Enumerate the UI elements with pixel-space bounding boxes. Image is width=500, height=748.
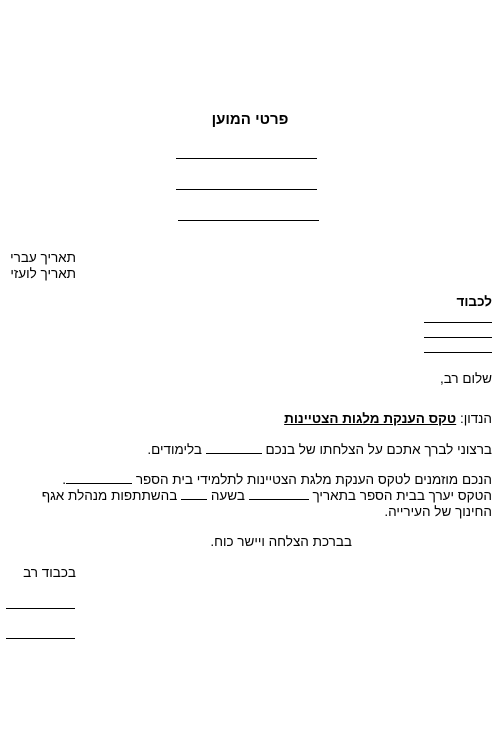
recipient-line-2 xyxy=(424,337,492,338)
body-paragraph-1 xyxy=(147,442,492,458)
body-p2-line2-start: הטקס יערך בבית הספר בתאריך xyxy=(312,488,492,503)
greeting: שלום רב, xyxy=(439,371,492,386)
time-blank xyxy=(181,488,207,500)
sender-line-3 xyxy=(178,220,319,221)
signature-line-1 xyxy=(6,608,75,609)
sender-line-1 xyxy=(176,158,317,159)
subject-text: טקס הענקת מלגות הצטיינות xyxy=(284,411,457,426)
subject-line xyxy=(284,411,492,427)
closing: בכבוד רב xyxy=(23,565,76,580)
body-p1-end: בלימודים. xyxy=(147,442,202,457)
body-p2-line1-end: . xyxy=(62,472,67,487)
recipient-label: לכבוד xyxy=(456,294,492,309)
recipient-line-1 xyxy=(424,322,492,323)
signature-line-2 xyxy=(6,638,75,639)
body-paragraph-2-line-3: החינוך של העירייה. xyxy=(384,504,492,519)
sender-line-2 xyxy=(176,189,317,190)
body-paragraph-3: בברכת הצלחה ויישר כוח. xyxy=(210,534,352,549)
body-p2-line1-start: הנכם מוזמנים לטקס הענקת מלגת הצטיינות לתלמידי בית הספר xyxy=(135,472,492,487)
gregorian-date-label: תאריך לועזי xyxy=(10,266,76,281)
son-name-blank xyxy=(206,442,262,454)
body-p2-line2-mid: בשעה xyxy=(210,488,245,503)
body-paragraph-2-line-1 xyxy=(62,472,492,488)
hebrew-date-label: תאריך עברי xyxy=(10,250,76,265)
subject-label: הנדון: xyxy=(459,411,492,426)
recipient-line-3 xyxy=(424,352,492,353)
date-blank xyxy=(249,488,309,500)
body-p1-start: ברצוני לברך אתכם על הצלחתו של בנכם xyxy=(265,442,492,457)
body-p2-line2-end: בהשתתפות מנהלת אגף xyxy=(41,488,178,503)
school-name-blank xyxy=(66,472,132,484)
body-paragraph-2-line-2 xyxy=(42,488,492,504)
sender-details-title: פרטי המוען xyxy=(211,111,289,128)
